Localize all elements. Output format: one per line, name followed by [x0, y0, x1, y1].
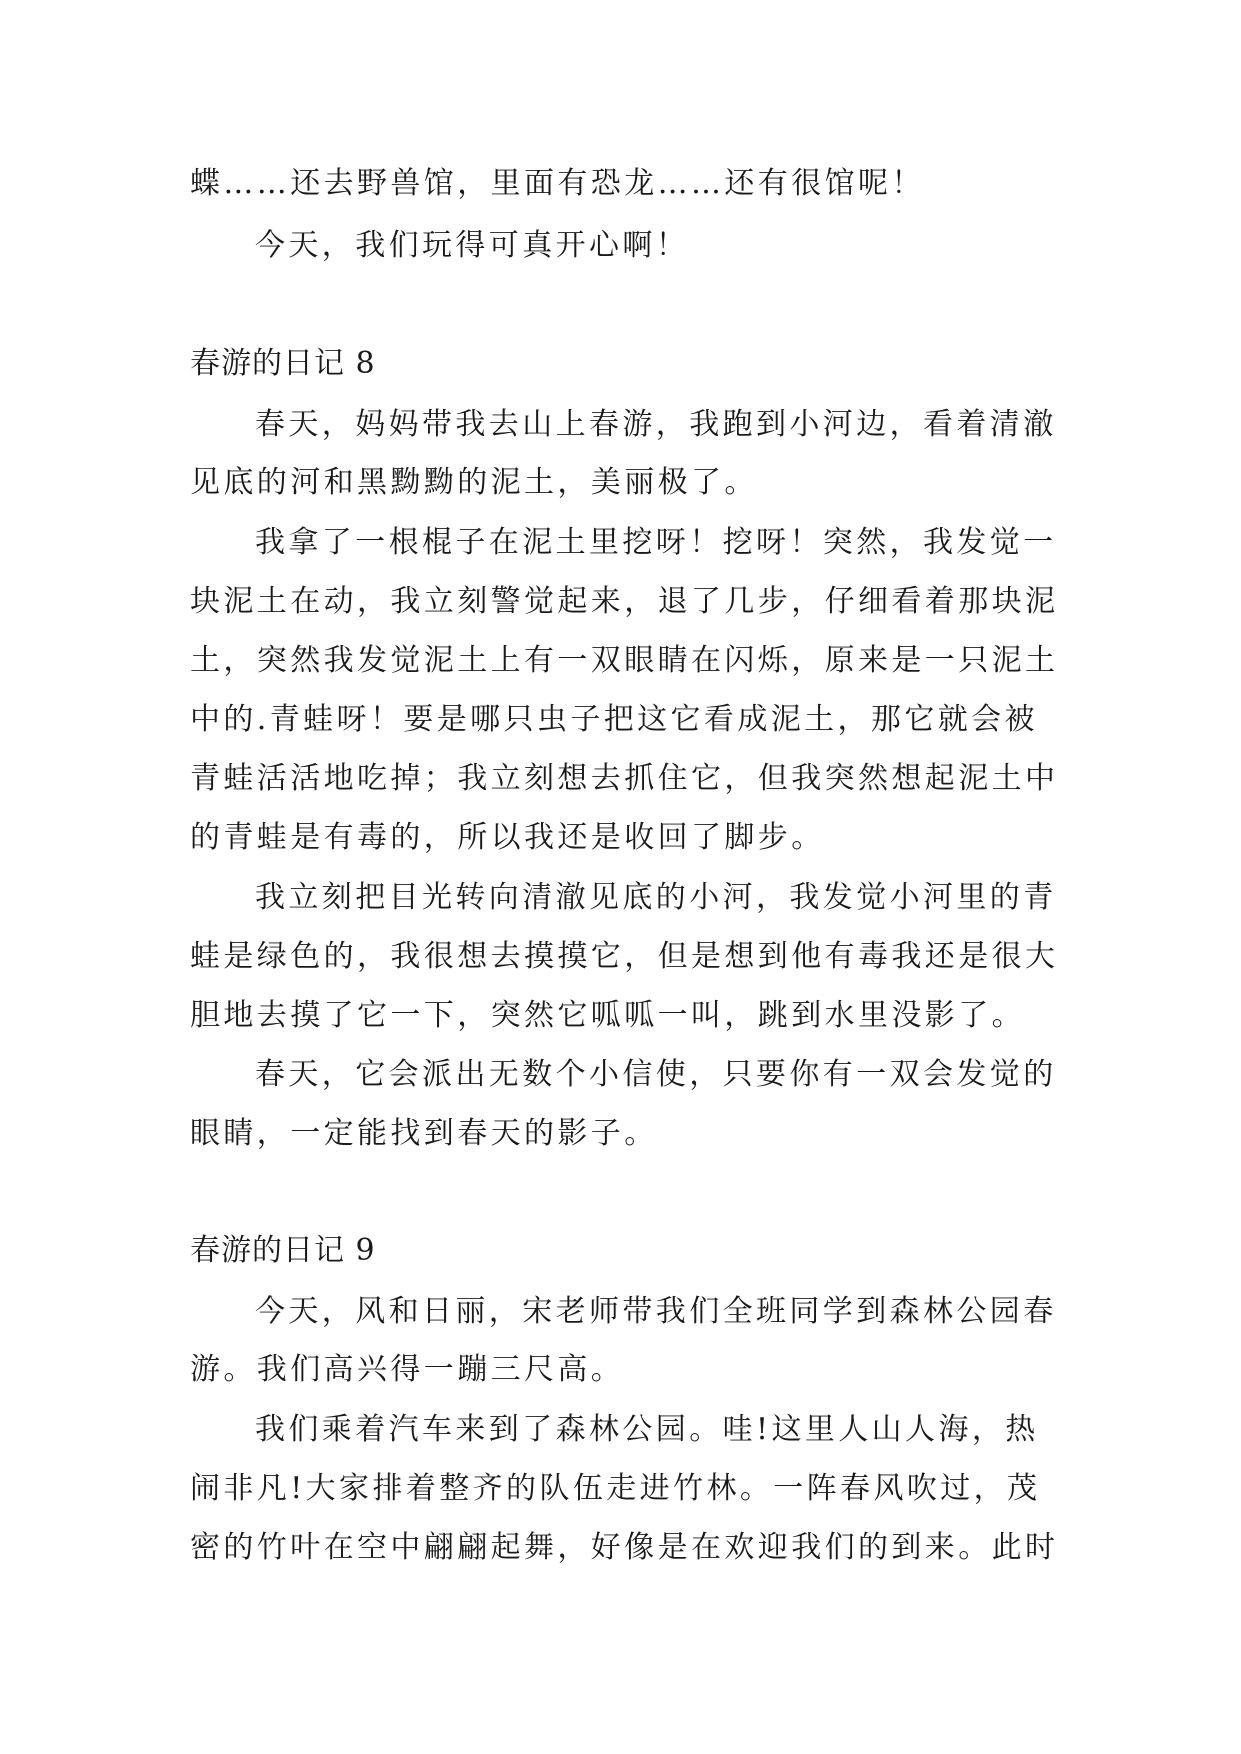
section-heading-diary-8: 春游的日记 8 — [190, 346, 376, 381]
paragraph-line: 土，突然我发觉泥土上有一双眼睛在闪烁，原来是一只泥土 — [190, 643, 1059, 678]
section-heading-diary-9: 春游的日记 9 — [190, 1233, 376, 1268]
paragraph-line: 闹非凡!大家排着整齐的队伍走进竹林。一阵春风吹过，茂 — [190, 1471, 1041, 1506]
paragraph-line: 见底的河和黑黝黝的泥土，美丽极了。 — [190, 465, 758, 500]
paragraph-line: 今天，我们玩得可真开心啊！ — [255, 228, 690, 263]
paragraph-line: 我拿了一根棍子在泥土里挖呀！挖呀！突然，我发觉一 — [255, 525, 1057, 560]
paragraph-line: 眼睛，一定能找到春天的影子。 — [190, 1116, 658, 1151]
paragraph-line: 春天，它会派出无数个小信使，只要你有一双会发觉的 — [255, 1057, 1057, 1092]
paragraph-line: 块泥土在动，我立刻警觉起来，退了几步，仔细看着那块泥 — [190, 584, 1059, 619]
paragraph-line: 中的.青蛙呀！要是哪只虫子把这它看成泥土，那它就会被 — [190, 702, 1038, 737]
paragraph-line: 青蛙活活地吃掉；我立刻想去抓住它，但我突然想起泥土中 — [190, 761, 1059, 796]
paragraph-line: 胆地去摸了它一下，突然它呱呱一叫，跳到水里没影了。 — [190, 998, 1025, 1033]
paragraph-line: 我立刻把目光转向清澈见底的小河，我发觉小河里的青 — [255, 880, 1057, 915]
paragraph-line: 密的竹叶在空中翩翩起舞，好像是在欢迎我们的到来。此时 — [190, 1530, 1059, 1565]
paragraph-line: 今天，风和日丽，宋老师带我们全班同学到森林公园春 — [255, 1294, 1057, 1329]
paragraph-line: 的青蛙是有毒的，所以我还是收回了脚步。 — [190, 820, 825, 855]
paragraph-line: 春天，妈妈带我去山上春游，我跑到小河边，看着清澈 — [255, 407, 1057, 442]
paragraph-line: 蝶……还去野兽馆，里面有恐龙……还有很馆呢！ — [190, 166, 925, 201]
paragraph-line: 蛙是绿色的，我很想去摸摸它，但是想到他有毒我还是很大 — [190, 939, 1059, 974]
paragraph-line: 我们乘着汽车来到了森林公园。哇!这里人山人海，热 — [255, 1412, 1039, 1447]
paragraph-line: 游。我们高兴得一蹦三尺高。 — [190, 1352, 625, 1387]
